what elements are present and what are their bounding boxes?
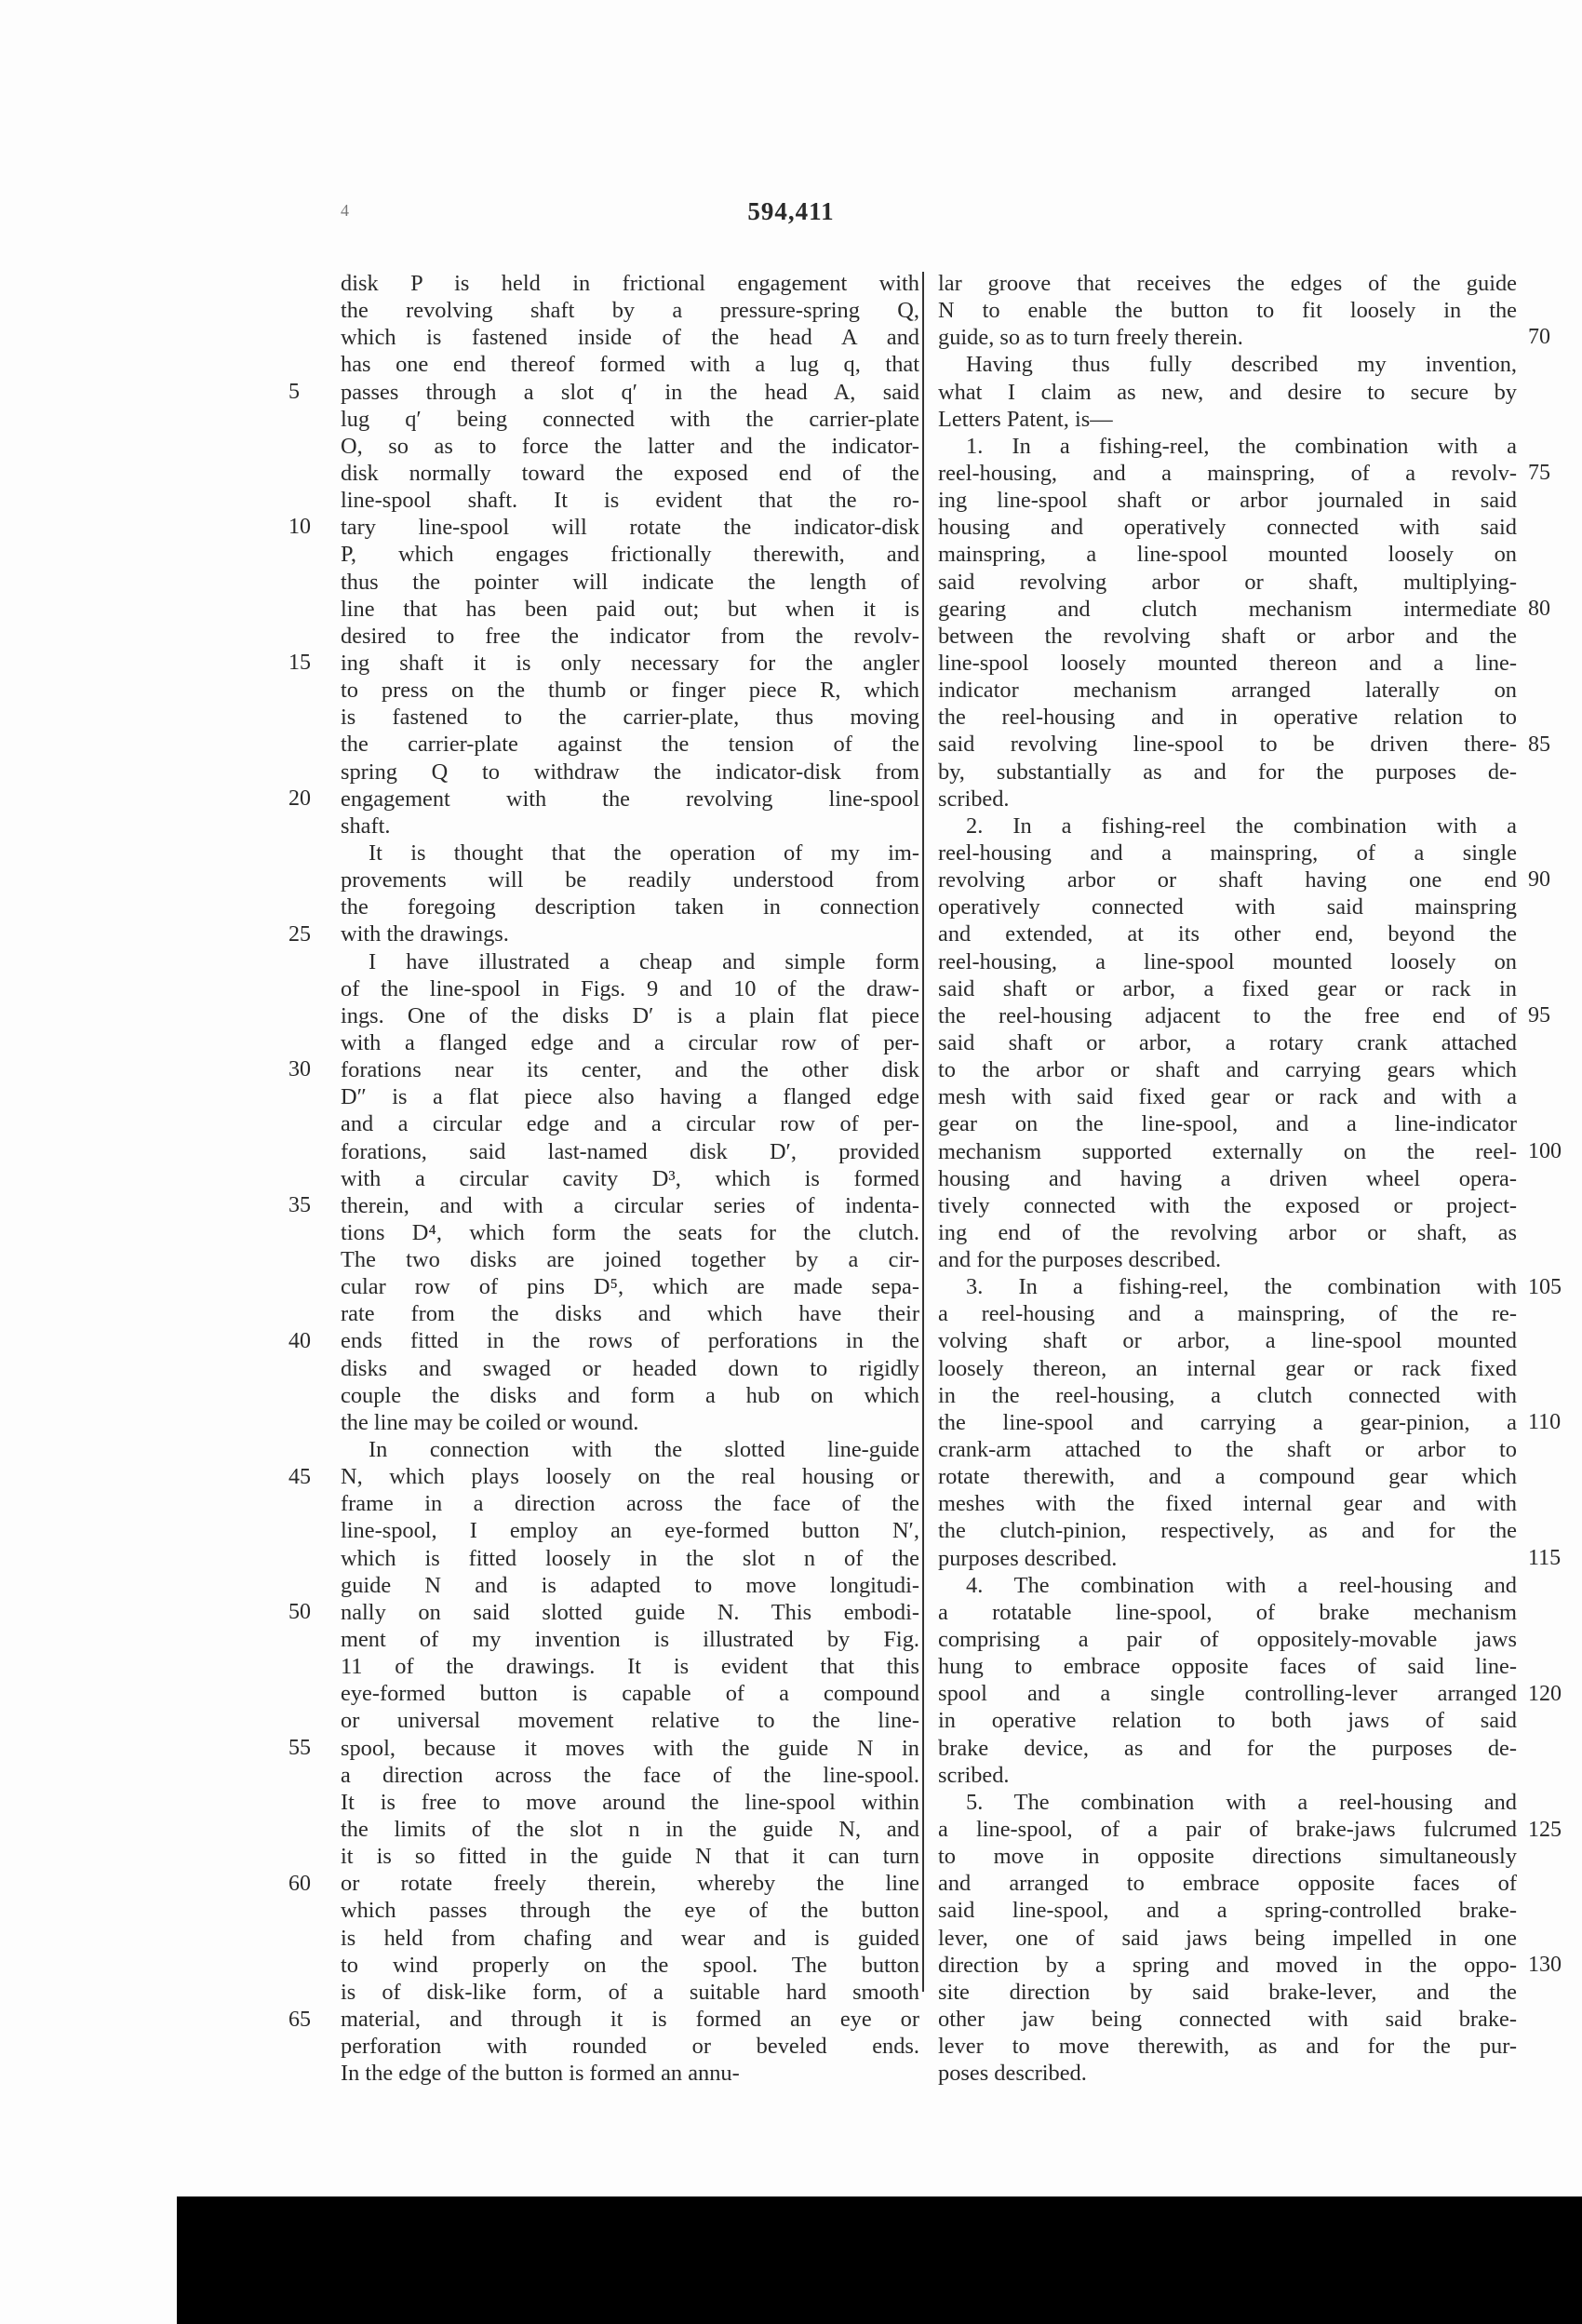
margin-line-number: 5 [288, 379, 300, 404]
text-line: material, and through it is formed an eye or [341, 2007, 919, 2032]
text-line: tively connected with the exposed or project- [938, 1192, 1517, 1218]
text-line: guide, so as to turn freely therein. [938, 325, 1243, 351]
text-line: is of disk-like form, of a suitable hard smooth [341, 1979, 919, 2005]
text-line: volving shaft or arbor, a line-spool mounted [938, 1328, 1517, 1354]
text-line: gear on the line-spool, and a line-indicator [938, 1111, 1517, 1137]
text-line: mechanism supported externally on the reel- [938, 1138, 1517, 1164]
text-line: the line may be coiled or wound. [341, 1409, 639, 1435]
margin-line-number: 90 [1528, 867, 1550, 893]
text-line: housing and operatively connected with said [938, 515, 1517, 541]
text-line: scribed. [938, 786, 1010, 812]
text-line: mesh with said fixed gear or rack and with a [938, 1084, 1517, 1110]
text-line: mainspring, a line-spool mounted loosely on [938, 542, 1517, 568]
text-line: revolving arbor or shaft having one end [938, 867, 1517, 893]
text-line: disk P is held in frictional engagement with [341, 271, 919, 296]
text-line: a rotatable line-spool, of brake mechanism [938, 1599, 1517, 1625]
text-line: frame in a direction across the face of the [341, 1491, 919, 1517]
text-line: housing and having a driven wheel opera- [938, 1165, 1517, 1191]
text-line: 4. The combination with a reel-housing and [966, 1572, 1517, 1598]
text-line: with a circular cavity D³, which is formed [341, 1165, 919, 1191]
text-line: 2. In a fishing-reel the combination with a [966, 813, 1517, 839]
text-line: site direction by said brake-lever, and the [938, 1979, 1517, 2005]
margin-line-number: 55 [288, 1736, 311, 1761]
text-line: engagement with the revolving line-spool [341, 786, 919, 812]
margin-line-number: 15 [288, 651, 311, 676]
text-line: said revolving arbor or shaft, multiplying- [938, 569, 1517, 595]
text-line: a reel-housing and a mainspring, of the re- [938, 1301, 1517, 1327]
text-line: a direction across the face of the line-spool. [341, 1762, 919, 1788]
text-line: disks and swaged or headed down to rigidly [341, 1355, 919, 1381]
text-line: the reel-housing adjacent to the free end of [938, 1002, 1517, 1028]
margin-line-number: 95 [1528, 1003, 1550, 1028]
text-line: which passes through the eye of the button [341, 1898, 919, 1924]
text-line: provements will be readily understood from [341, 867, 919, 893]
text-line: ment of my invention is illustrated by Fig. [341, 1627, 919, 1653]
text-line: therein, and with a circular series of indenta- [341, 1192, 919, 1218]
text-line: D″ is a flat piece also having a flanged edge [341, 1084, 919, 1110]
text-line: and for the purposes described. [938, 1247, 1222, 1273]
text-line: crank-arm attached to the shaft or arbor to [938, 1437, 1517, 1463]
margin-line-number: 125 [1528, 1817, 1562, 1842]
text-line: said line-spool, and a spring-controlled brake- [938, 1898, 1517, 1924]
margin-line-number: 110 [1528, 1410, 1562, 1435]
text-line: has one end thereof formed with a lug q, that [341, 352, 919, 378]
text-line: in the reel-housing, a clutch connected with [938, 1382, 1517, 1408]
text-line: I have illustrated a cheap and simple form [369, 948, 919, 974]
margin-line-number: 120 [1528, 1681, 1562, 1706]
text-line: to wind properly on the spool. The button [341, 1952, 919, 1978]
text-line: In the edge of the button is formed an annu- [341, 2061, 740, 2087]
text-line: the revolving shaft by a pressure-spring Q, [341, 298, 919, 324]
margin-line-number: 25 [288, 921, 311, 947]
text-line: reel-housing, and a mainspring, of a revolv- [938, 460, 1517, 486]
text-line: line-spool loosely mounted thereon and a line- [938, 650, 1517, 676]
text-line: operatively connected with said mainspring [938, 894, 1517, 920]
text-line: ends fitted in the rows of perforations in the [341, 1328, 919, 1354]
text-line: perforation with rounded or beveled ends. [341, 2034, 919, 2060]
margin-line-number: 100 [1528, 1138, 1562, 1163]
text-line: said shaft or arbor, a fixed gear or rack in [938, 975, 1517, 1001]
text-line: ing line-spool shaft or arbor journaled in said [938, 488, 1517, 514]
text-line: reel-housing, a line-spool mounted loosely on [938, 948, 1517, 974]
text-line: loosely thereon, an internal gear or rack fixed [938, 1355, 1517, 1381]
text-line: which is fastened inside of the head A and [341, 325, 919, 351]
text-line: poses described. [938, 2061, 1087, 2087]
margin-line-number: 50 [288, 1600, 311, 1625]
text-line: what I claim as new, and desire to secure by [938, 379, 1517, 405]
text-line: spool and a single controlling-lever arranged [938, 1681, 1517, 1707]
text-line: or universal movement relative to the line- [341, 1708, 919, 1734]
text-line: spring Q to withdraw the indicator-disk from [341, 759, 919, 785]
text-line: and extended, at its other end, beyond the [938, 921, 1517, 947]
text-line: line-spool, I employ an eye-formed button N′, [341, 1518, 919, 1544]
text-line: the reel-housing and in operative relation to [938, 705, 1517, 731]
text-line: desired to free the indicator from the revolv- [341, 623, 919, 649]
text-line: hung to embrace opposite faces of said line- [938, 1654, 1517, 1680]
text-line: line that has been paid out; but when it is [341, 596, 919, 622]
text-line: is held from chafing and wear and is guided [341, 1925, 919, 1951]
text-line: forations near its center, and the other disk [341, 1057, 919, 1083]
text-line: and a circular edge and a circular row of per- [341, 1111, 919, 1137]
text-line: to move in opposite directions simultaneously [938, 1844, 1517, 1870]
text-line: is fastened to the carrier-plate, thus moving [341, 705, 919, 731]
text-line: meshes with the fixed internal gear and with [938, 1491, 1517, 1517]
text-line: 3. In a fishing-reel, the combination with [966, 1274, 1517, 1300]
text-line: ing shaft it is only necessary for the angler [341, 650, 919, 676]
text-line: 1. In a fishing-reel, the combination with a [966, 433, 1517, 459]
text-line: forations, said last-named disk D′, provided [341, 1138, 919, 1164]
text-line: cular row of pins D⁵, which are made sepa- [341, 1274, 919, 1300]
text-line: and arranged to embrace opposite faces of [938, 1871, 1517, 1897]
text-line: couple the disks and form a hub on which [341, 1382, 919, 1408]
corner-mark: 4 [341, 201, 349, 220]
text-line: Having thus fully described my invention, [966, 352, 1517, 378]
text-line: of the line-spool in Figs. 9 and 10 of the draw- [341, 975, 919, 1001]
text-line: O, so as to force the latter and the indicator- [341, 433, 919, 459]
text-line: In connection with the slotted line-guide [369, 1437, 919, 1463]
text-line: passes through a slot q′ in the head A, said [341, 379, 919, 405]
text-line: Letters Patent, is— [938, 406, 1113, 432]
text-line: brake device, as and for the purposes de- [938, 1735, 1517, 1761]
text-line: lever to move therewith, as and for the pur- [938, 2034, 1517, 2060]
page-number: 594,411 [747, 197, 835, 225]
right-text-column [938, 270, 1517, 2087]
text-line: tions D⁴, which form the seats for the clutch. [341, 1219, 919, 1245]
text-line: indicator mechanism arranged laterally on [938, 678, 1517, 704]
text-line: between the revolving shaft or arbor and the [938, 623, 1517, 649]
text-line: comprising a pair of oppositely-movable jaws [938, 1627, 1517, 1653]
text-line: to the arbor or shaft and carrying gears which [938, 1057, 1517, 1083]
margin-line-number: 10 [288, 515, 311, 540]
text-line: disk normally toward the exposed end of the [341, 460, 919, 486]
text-line: purposes described. [938, 1545, 1118, 1571]
text-line: 11 of the drawings. It is evident that this [341, 1654, 919, 1680]
text-line: nally on said slotted guide N. This embodi- [341, 1599, 919, 1625]
text-line: the line-spool and carrying a gear-pinion, a [938, 1409, 1517, 1435]
margin-line-number: 115 [1528, 1546, 1562, 1571]
margin-line-number: 75 [1528, 461, 1550, 486]
left-text-column [341, 270, 919, 2087]
text-line: eye-formed button is capable of a compound [341, 1681, 919, 1707]
text-line: ing end of the revolving arbor or shaft, as [938, 1219, 1517, 1245]
text-line: lar groove that receives the edges of the guide [938, 271, 1517, 296]
text-line: It is thought that the operation of my im- [369, 840, 919, 866]
margin-line-number: 70 [1528, 325, 1550, 350]
text-line: rate from the disks and which have their [341, 1301, 919, 1327]
text-line: said shaft or arbor, a rotary crank attached [938, 1029, 1517, 1055]
margin-line-number: 65 [288, 2007, 311, 2032]
text-line: the clutch-pinion, respectively, as and for the [938, 1518, 1517, 1544]
margin-line-number: 35 [288, 1193, 311, 1218]
text-line: or rotate freely therein, whereby the line [341, 1871, 919, 1897]
text-line: shaft. [341, 813, 391, 839]
text-line: to press on the thumb or finger piece R, which [341, 678, 919, 704]
text-line: it is so fitted in the guide N that it can turn [341, 1844, 919, 1870]
margin-line-number: 130 [1528, 1953, 1562, 1978]
text-line: spool, because it moves with the guide N in [341, 1735, 919, 1761]
margin-line-number: 105 [1528, 1274, 1562, 1299]
text-line: said revolving line-spool to be driven there- [938, 732, 1517, 758]
text-line: the foregoing description taken in connection [341, 894, 919, 920]
margin-line-number: 30 [288, 1057, 311, 1082]
margin-line-number: 20 [288, 786, 311, 811]
text-line: with a flanged edge and a circular row of per- [341, 1029, 919, 1055]
text-line: rotate therewith, and a compound gear which [938, 1464, 1517, 1490]
text-line: ings. One of the disks D′ is a plain flat piece [341, 1002, 919, 1028]
text-line: tary line-spool will rotate the indicator-disk [341, 515, 919, 541]
text-line: line-spool shaft. It is evident that the ro- [341, 488, 919, 514]
text-line: gearing and clutch mechanism intermediate [938, 596, 1517, 622]
text-line: N, which plays loosely on the real housing or [341, 1464, 919, 1490]
text-line: the limits of the slot n in the guide N, and [341, 1817, 919, 1843]
margin-line-number: 80 [1528, 596, 1550, 621]
text-line: N to enable the button to fit loosely in the [938, 298, 1517, 324]
column-divider [922, 272, 924, 1992]
text-line: the carrier-plate against the tension of the [341, 732, 919, 758]
margin-line-number: 40 [288, 1328, 311, 1353]
margin-line-number: 60 [288, 1871, 311, 1896]
text-line: direction by a spring and moved in the oppo- [938, 1952, 1517, 1978]
margin-line-number: 85 [1528, 732, 1550, 757]
text-line: scribed. [938, 1762, 1010, 1788]
text-line: a line-spool, of a pair of brake-jaws fulcrumed [938, 1817, 1517, 1843]
text-line: guide N and is adapted to move longitudi- [341, 1572, 919, 1598]
text-line: It is free to move around the line-spool within [341, 1789, 919, 1815]
text-line: with the drawings. [341, 921, 509, 947]
text-line: reel-housing and a mainspring, of a single [938, 840, 1517, 866]
text-line: The two disks are joined together by a cir- [341, 1247, 919, 1273]
margin-line-number: 45 [288, 1464, 311, 1489]
text-line: in operative relation to both jaws of said [938, 1708, 1517, 1734]
text-line: which is fitted loosely in the slot n of the [341, 1545, 919, 1571]
text-line: by, substantially as and for the purposes de- [938, 759, 1517, 785]
text-line: lug q′ being connected with the carrier-plate [341, 406, 919, 432]
text-line: P, which engages frictionally therewith, and [341, 542, 919, 568]
text-line: thus the pointer will indicate the length of [341, 569, 919, 595]
scan-border-bar [177, 2196, 1582, 2324]
text-line: other jaw being connected with said brake- [938, 2007, 1517, 2032]
text-line: lever, one of said jaws being impelled in one [938, 1925, 1517, 1951]
text-line: 5. The combination with a reel-housing and [966, 1789, 1517, 1815]
